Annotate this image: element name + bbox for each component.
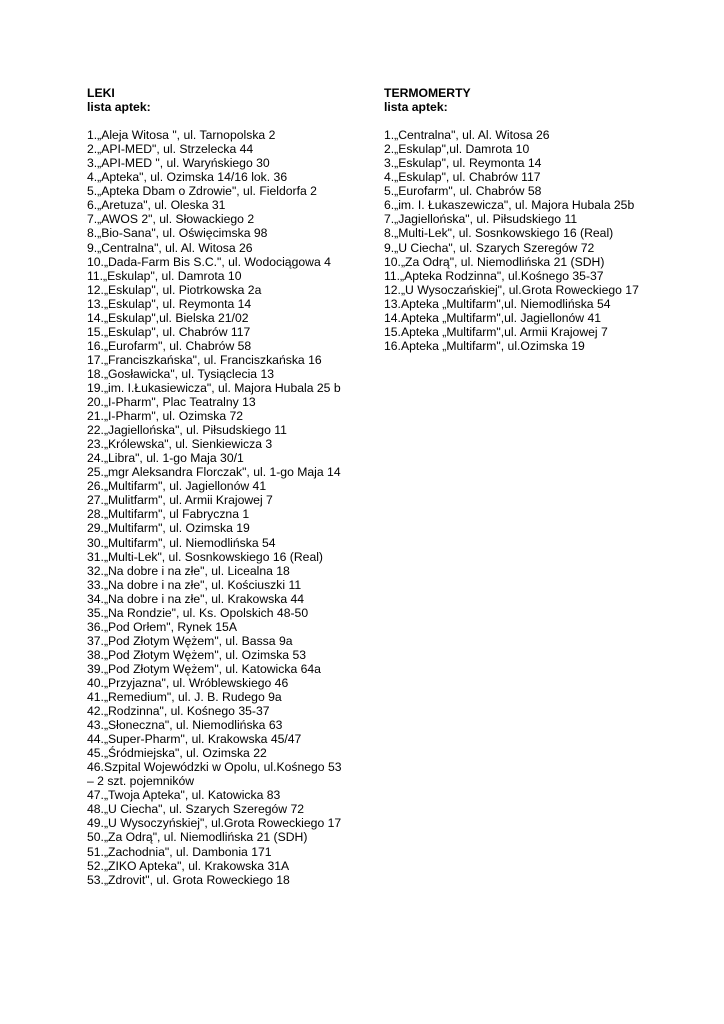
- list-item: 20.„I-Pharm", Plac Teatralny 13: [87, 395, 256, 410]
- list-item: 5.„Apteka Dbam o Zdrowie", ul. Fieldorfa 2: [87, 184, 317, 199]
- leki-pharmacy-list: [87, 128, 362, 887]
- spacer: [384, 114, 684, 128]
- list-item: 14.„Eskulap",ul. Bielska 21/02: [87, 310, 249, 325]
- list-item: 5.„Eurofarm", ul. Chabrów 58: [384, 184, 542, 199]
- list-item: 11.„Eskulap", ul. Damrota 10: [87, 268, 242, 283]
- list-item: 13.Apteka „Multifarm",ul. Niemodlińska 54: [384, 296, 611, 311]
- list-item: 1.„Centralna", ul. Al. Witosa 26: [384, 128, 550, 143]
- list-item: 42.„Rodzinna", ul. Kośnego 35-37: [87, 704, 270, 719]
- list-item: 11.„Apteka Rodzinna", ul.Kośnego 35-37: [384, 268, 604, 283]
- list-item: 46.Szpital Wojewódzki w Opolu, ul.Kośnego 53 – 2 szt. pojemników: [87, 760, 342, 789]
- list-item: 41.„Remedium", ul. J. B. Rudego 9a: [87, 690, 282, 705]
- list-item: 35.„Na Rondzie", ul. Ks. Opolskich 48-50: [87, 605, 309, 620]
- list-item: 18.„Gosławicka", ul. Tysiąclecia 13: [87, 366, 274, 381]
- list-item: 2.„Eskulap",ul. Damrota 10: [384, 142, 530, 157]
- list-item: 8.„Bio-Sana", ul. Oświęcimska 98: [87, 226, 268, 241]
- list-item: 7.„AWOS 2", ul. Słowackiego 2: [87, 212, 255, 227]
- list-item: 39.„Pod Złotym Wężem", ul. Katowicka 64a: [87, 661, 321, 676]
- list-item: 16.Apteka „Multifarm", ul.Ozimska 19: [384, 338, 585, 353]
- list-item: 12.„U Wysoczańskiej", ul.Grota Roweckiego 17: [384, 282, 639, 297]
- list-item: 3.„Eskulap", ul. Reymonta 14: [384, 156, 542, 171]
- list-item: 43.„Słoneczna", ul. Niemodlińska 63: [87, 718, 283, 733]
- list-item: 36.„Pod Orłem", Rynek 15A: [87, 619, 237, 634]
- list-item: 33.„Na dobre i na złe", ul. Kościuszki 11: [87, 577, 302, 592]
- leki-subtitle: lista aptek:: [87, 100, 151, 115]
- spacer: [87, 114, 362, 128]
- termometry-subtitle: lista aptek:: [384, 100, 448, 115]
- list-item: 6.„im. I. Łukaszewicza", ul. Majora Hubala 25b: [384, 198, 635, 213]
- list-item: 37.„Pod Złotym Wężem", ul. Bassa 9a: [87, 633, 293, 648]
- list-item: 24.„Libra", ul. 1-go Maja 30/1: [87, 451, 244, 466]
- list-item: 31.„Multi-Lek", ul. Sosnkowskiego 16 (Real): [87, 549, 323, 564]
- leki-title: LEKI: [87, 86, 115, 100]
- list-item: 28.„Multifarm", ul Fabryczna 1: [87, 507, 250, 522]
- list-item: 38.„Pod Złotym Wężem", ul. Ozimska 53: [87, 647, 307, 662]
- list-item: 45.„Śródmiejska", ul. Ozimska 22: [87, 746, 267, 761]
- list-item: 7.„Jagiellońska", ul. Piłsudskiego 11: [384, 212, 578, 227]
- list-item: 8.„Multi-Lek", ul. Sosnkowskiego 16 (Real): [384, 226, 614, 241]
- termometry-title: TERMOMERTY: [384, 86, 471, 100]
- list-item: 10.„Za Odrą", ul. Niemodlińska 21 (SDH): [384, 254, 605, 269]
- termometry-pharmacy-list: [384, 128, 684, 353]
- list-item: 47.„Twoja Apteka", ul. Katowicka 83: [87, 788, 281, 803]
- list-item: 50.„Za Odrą", ul. Niemodlińska 21 (SDH): [87, 830, 308, 845]
- list-item: 16.„Eurofarm", ul. Chabrów 58: [87, 338, 252, 353]
- list-item: 29.„Multifarm", ul. Ozimska 19: [87, 521, 250, 536]
- list-item: 21.„I-Pharm", ul. Ozimska 72: [87, 409, 244, 424]
- list-item: 19.„im. I.Łukasiewicza", ul. Majora Hubala 25 b: [87, 380, 341, 395]
- leki-column: [87, 86, 362, 887]
- list-item: 22.„Jagiellońska", ul. Piłsudskiego 11: [87, 423, 287, 438]
- list-item: 15.„Eskulap", ul. Chabrów 117: [87, 324, 251, 339]
- list-item: 13.„Eskulap", ul. Reymonta 14: [87, 296, 252, 311]
- list-item: 17.„Franciszkańska", ul. Franciszkańska 16: [87, 352, 322, 367]
- list-item: 52.„ZIKO Apteka", ul. Krakowska 31A: [87, 858, 290, 873]
- list-item: 44.„Super-Pharm", ul. Krakowska 45/47: [87, 732, 302, 747]
- list-item: 25.„mgr Aleksandra Florczak", ul. 1-go Maja 14: [87, 465, 341, 480]
- list-item: 3.„API-MED ", ul. Waryńskiego 30: [87, 156, 270, 171]
- list-item: 27.„Mulitfarm", ul. Armii Krajowej 7: [87, 493, 273, 508]
- list-item: 6.„Aretuza", ul. Oleska 31: [87, 198, 226, 213]
- list-item: 49.„U Wysoczyńskiej", ul.Grota Roweckiego 17: [87, 816, 342, 831]
- list-item: 10.„Dada-Farm Bis S.C.", ul. Wodociągowa 4: [87, 254, 331, 269]
- list-item: 40.„Przyjazna", ul. Wróblewskiego 46: [87, 675, 289, 690]
- list-item: 9.„U Ciecha", ul. Szarych Szeregów 72: [384, 240, 595, 255]
- list-item: 48.„U Ciecha", ul. Szarych Szeregów 72: [87, 802, 305, 817]
- list-item: 12.„Eskulap", ul. Piotrkowska 2a: [87, 282, 262, 297]
- list-item: 14.Apteka „Multifarm",ul. Jagiellonów 41: [384, 310, 602, 325]
- list-item: 51.„Zachodnia", ul. Dambonia 171: [87, 844, 272, 859]
- list-item: 23.„Królewska", ul. Sienkiewicza 3: [87, 437, 273, 452]
- list-item: 53.„Zdrovit", ul. Grota Roweckiego 18: [87, 872, 290, 887]
- list-item: 15.Apteka „Multifarm",ul. Armii Krajowej 7: [384, 324, 608, 339]
- list-item: 32.„Na dobre i na złe", ul. Licealna 18: [87, 563, 290, 578]
- list-item: 34.„Na dobre i na złe", ul. Krakowska 44: [87, 591, 305, 606]
- termometry-column: [384, 86, 684, 353]
- list-item: 4.„Apteka", ul. Ozimska 14/16 lok. 36: [87, 170, 288, 185]
- list-item: 26.„Multifarm", ul. Jagiellonów 41: [87, 479, 267, 494]
- list-item: 4.„Eskulap", ul. Chabrów 117: [384, 170, 541, 185]
- list-item: 1.„Aleja Witosa ", ul. Tarnopolska 2: [87, 128, 276, 143]
- list-item: 30.„Multifarm", ul. Niemodlińska 54: [87, 535, 276, 550]
- list-item: 9.„Centralna", ul. Al. Witosa 26: [87, 240, 253, 255]
- list-item: 2.„API-MED", ul. Strzelecka 44: [87, 142, 254, 157]
